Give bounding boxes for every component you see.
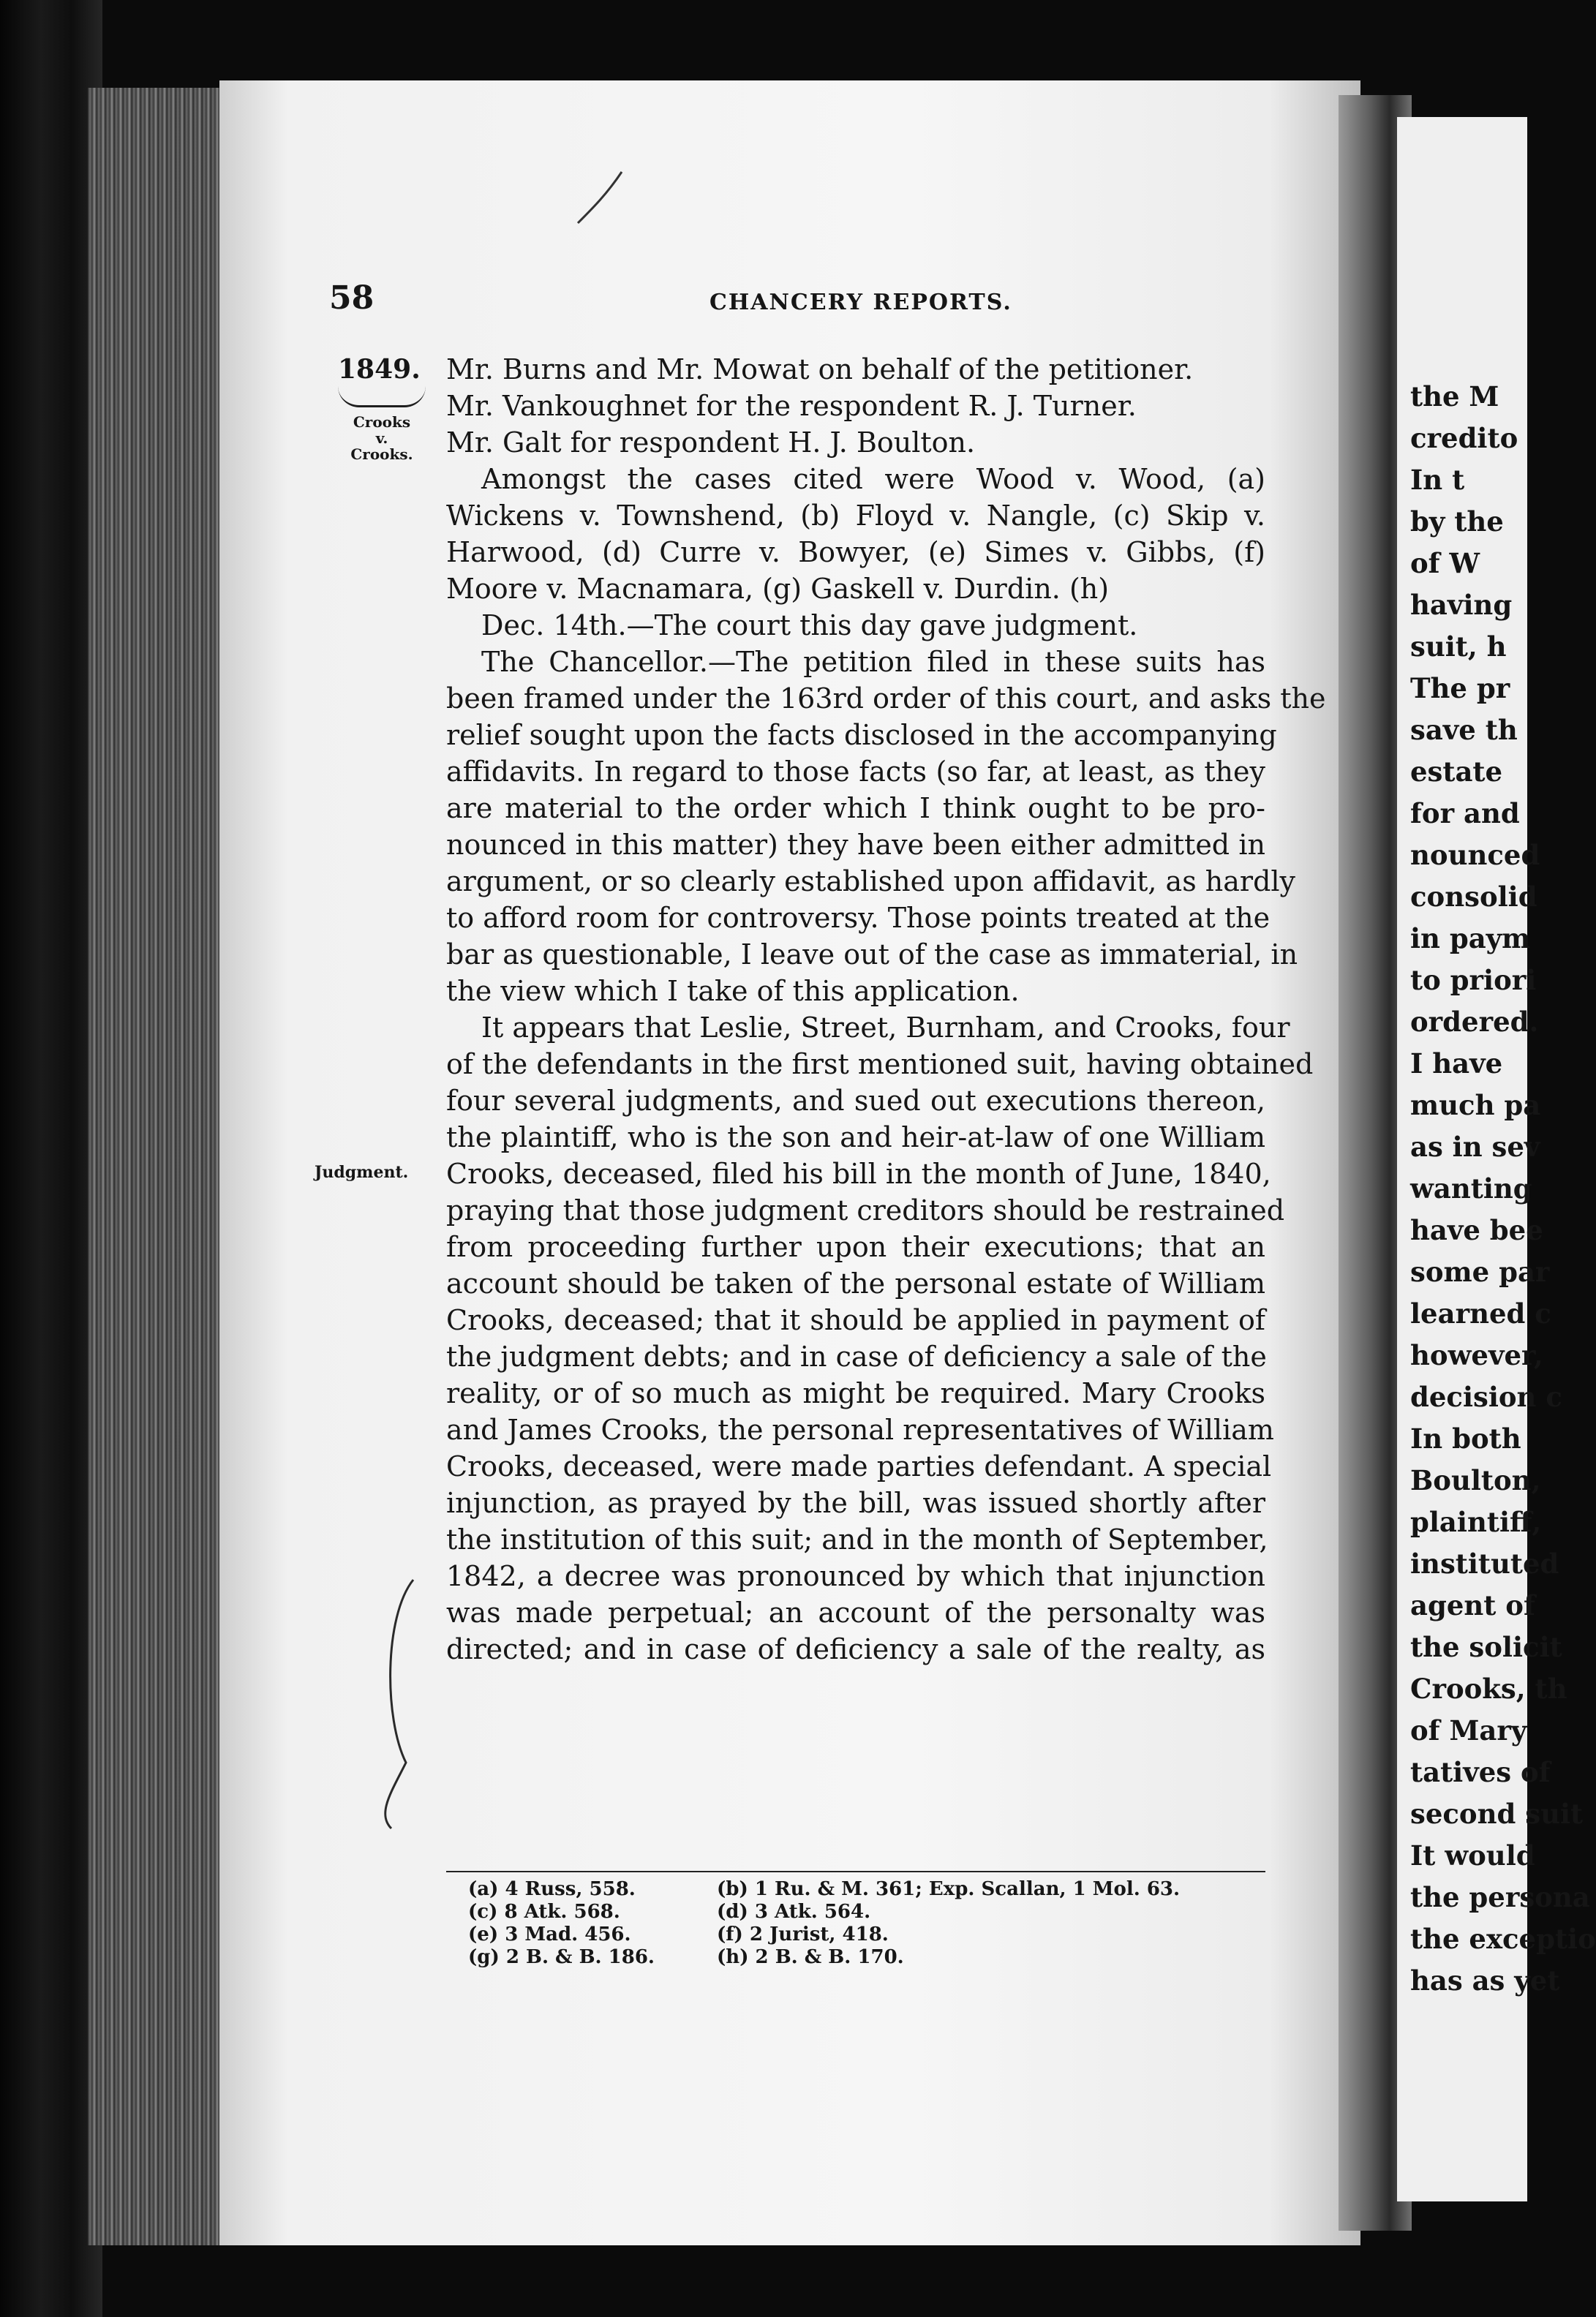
- right-page-line: however,: [1410, 1339, 1543, 1371]
- body-line: The Chancellor.—The petition filed in these suits has: [481, 646, 1265, 678]
- body-line: bar as questionable, I leave out of the case as immaterial, in: [446, 938, 1298, 971]
- margin-year: 1849.: [338, 354, 421, 385]
- footnote-entry: (a) 4 Russ, 558.: [468, 1878, 636, 1900]
- right-page-line: plaintiff,: [1410, 1506, 1542, 1538]
- body-line: of the defendants in the first mentioned suit, having obtained: [446, 1048, 1314, 1080]
- pencil-mark-top: [571, 165, 636, 230]
- right-page-line: in paym: [1410, 922, 1531, 954]
- right-page-line: the M: [1410, 380, 1499, 412]
- right-page-line: learned c: [1410, 1297, 1551, 1330]
- right-page-line: tatives of: [1410, 1756, 1551, 1788]
- right-page-line: nounced: [1410, 839, 1540, 871]
- body-line: the institution of this suit; and in the month of September,: [446, 1523, 1268, 1556]
- body-text: [446, 351, 1326, 1668]
- right-page-line: decision c: [1410, 1381, 1562, 1413]
- margin-judgment-note: Judgment.: [315, 1163, 409, 1182]
- body-line: from proceeding further upon their executions; that an: [446, 1231, 1265, 1263]
- right-page-line: It would: [1410, 1839, 1535, 1872]
- case-name-top: Crooks: [353, 413, 411, 431]
- body-line: four several judgments, and sued out executions thereon,: [446, 1085, 1265, 1117]
- right-page-line: In both: [1410, 1423, 1521, 1455]
- right-page-line: as in sev: [1410, 1131, 1540, 1163]
- footnote-entry: (b) 1 Ru. & M. 361; Exp. Scallan, 1 Mol. 63.: [717, 1878, 1181, 1900]
- right-page-line: having: [1410, 589, 1513, 621]
- body-line: Crooks, deceased; that it should be applied in payment of: [446, 1304, 1265, 1336]
- right-page-line: some par: [1410, 1256, 1550, 1288]
- right-page-line: has as yet: [1410, 1964, 1560, 1997]
- body-line: praying that those judgment creditors should be restrained: [446, 1194, 1285, 1227]
- body-line: It appears that Leslie, Street, Burnham, and Crooks, four: [481, 1011, 1290, 1044]
- body-line: Wickens v. Townshend, (b) Floyd v. Nangle, (c) Skip v.: [446, 500, 1265, 532]
- body-line: Mr. Galt for respondent H. J. Boulton.: [446, 426, 976, 459]
- footnote-rule: [446, 1871, 1265, 1872]
- body-line: was made perpetual; an account of the personalty was: [446, 1597, 1265, 1629]
- right-page-line: for and: [1410, 797, 1520, 829]
- right-page-line: much pa: [1410, 1089, 1541, 1121]
- right-page-line: Crooks, th: [1410, 1673, 1567, 1705]
- footnote-entry: (d) 3 Atk. 564.: [717, 1901, 871, 1923]
- body-line: the view which I take of this application.: [446, 975, 1020, 1007]
- body-line: and James Crooks, the personal representatives of William: [446, 1414, 1274, 1446]
- body-line: reality, or of so much as might be required. Mary Crooks: [446, 1377, 1265, 1409]
- margin-brace: [338, 386, 426, 407]
- body-line: Amongst the cases cited were Wood v. Wood, (a): [481, 463, 1265, 495]
- right-page-line: instituted: [1410, 1548, 1559, 1580]
- right-page-line: the solicit: [1410, 1631, 1562, 1663]
- body-line: been framed under the 163rd order of this court, and asks the: [446, 682, 1326, 715]
- right-page-line: credito: [1410, 422, 1518, 454]
- footnotes-right-column: [717, 1878, 1180, 1969]
- body-line: injunction, as prayed by the bill, was issued shortly after: [446, 1487, 1265, 1519]
- body-line: Mr. Vankoughnet for the respondent R. J. Turner.: [446, 390, 1137, 422]
- body-line: Harwood, (d) Curre v. Bowyer, (e) Simes v. Gibbs, (f): [446, 536, 1265, 568]
- page-edges: [88, 88, 234, 2245]
- case-v: v.: [375, 429, 388, 447]
- right-page-line: save th: [1410, 714, 1518, 746]
- body-line: are material to the order which I think ought to be pro-: [446, 792, 1265, 824]
- right-page: [1397, 117, 1596, 2201]
- right-page-line: of W: [1410, 547, 1480, 579]
- body-line: directed; and in case of deficiency a sale of the realty, as: [446, 1633, 1265, 1665]
- footnote-entry: (f) 2 Jurist, 418.: [717, 1924, 889, 1945]
- body-line: 1842, a decree was pronounced by which that injunction: [446, 1560, 1265, 1592]
- body-line: argument, or so clearly established upon affidavit, as hardly: [446, 865, 1296, 897]
- right-page-line: to priori: [1410, 964, 1537, 996]
- body-line: affidavits. In regard to those facts (so far, at least, as they: [446, 756, 1265, 788]
- page-number: 58: [329, 279, 374, 317]
- body-line: account should be taken of the personal estate of William: [446, 1267, 1265, 1300]
- body-line: to afford room for controversy. Those points treated at the: [446, 902, 1271, 934]
- body-line: Dec. 14th.—The court this day gave judgment.: [481, 609, 1138, 641]
- body-line: Mr. Burns and Mr. Mowat on behalf of the petitioner.: [446, 353, 1194, 385]
- right-page-line: I have: [1410, 1047, 1503, 1080]
- right-page-line: suit, h: [1410, 630, 1507, 663]
- right-page-line: Boulton,: [1410, 1464, 1541, 1496]
- footnote-entry: (g) 2 B. & B. 186.: [468, 1946, 655, 1968]
- right-page-line: have bee: [1410, 1214, 1543, 1246]
- right-page-line: of Mary: [1410, 1714, 1527, 1747]
- right-page-line: second suit: [1410, 1798, 1584, 1830]
- body-line: Crooks, deceased, were made parties defendant. A special: [446, 1450, 1272, 1482]
- right-page-line: In t: [1410, 464, 1465, 496]
- right-page-line: by the: [1410, 505, 1504, 538]
- pencil-bracket-mark: [369, 1572, 435, 1836]
- right-page-line: consolid: [1410, 881, 1537, 913]
- body-line: nounced in this matter) they have been either admitted in: [446, 829, 1265, 861]
- right-page-line: estate: [1410, 756, 1503, 788]
- right-page-line: the persona: [1410, 1881, 1590, 1913]
- running-head: CHANCERY REPORTS.: [709, 290, 1012, 315]
- book-spine: [0, 0, 102, 2317]
- footnote-entry: (c) 8 Atk. 568.: [468, 1901, 620, 1923]
- body-line: the plaintiff, who is the son and heir-at-law of one William: [446, 1121, 1265, 1153]
- footnotes-left-column: [468, 1878, 655, 1969]
- page-header: [329, 279, 1280, 323]
- footnote-entry: (e) 3 Mad. 456.: [468, 1924, 631, 1945]
- body-line: relief sought upon the facts disclosed in the accompanying: [446, 719, 1277, 751]
- footnote-entry: (h) 2 B. & B. 170.: [717, 1946, 904, 1968]
- body-line: Moore v. Macnamara, (g) Gaskell v. Durdin. (h): [446, 573, 1110, 605]
- right-page-line: The pr: [1410, 672, 1510, 704]
- body-line: Crooks, deceased, filed his bill in the month of June, 1840,: [446, 1158, 1271, 1190]
- body-line: the judgment debts; and in case of deficiency a sale of the: [446, 1341, 1267, 1373]
- margin-case-name: [338, 414, 426, 462]
- case-name-bottom: Crooks.: [350, 445, 413, 463]
- right-page-line: the exceptio: [1410, 1923, 1596, 1955]
- right-page-line: ordered.: [1410, 1006, 1539, 1038]
- right-page-line: wanting: [1410, 1172, 1532, 1205]
- right-page-line: agent of: [1410, 1589, 1535, 1621]
